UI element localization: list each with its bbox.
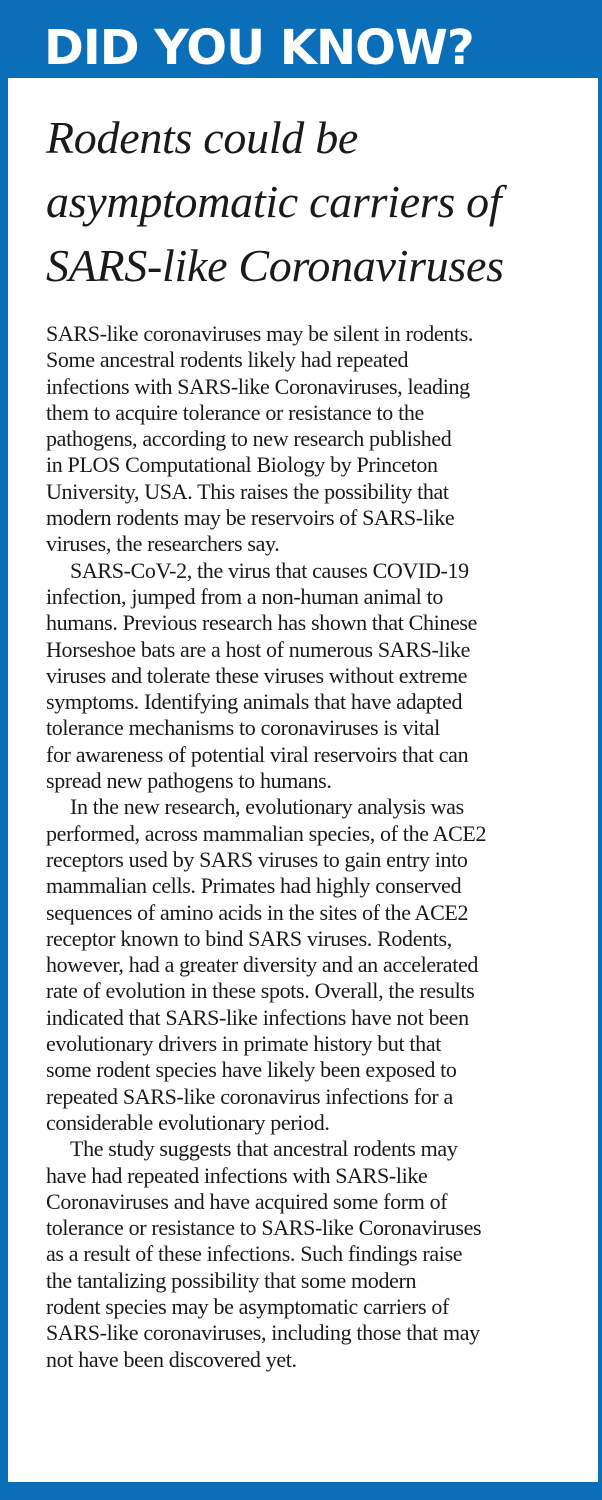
paragraph-line: symptoms. Identifying animals that have adapted (46, 689, 463, 715)
paragraph-line: in PLOS Computational Biology by Princeton (46, 452, 438, 478)
paragraph-line: for awareness of potential viral reservoirs that can (46, 741, 469, 767)
paragraph-line: modern rodents may be reservoirs of SARS-like (46, 505, 455, 531)
paragraph-line: performed, across mammalian species, of the ACE2 (46, 820, 487, 846)
paragraph-line: receptor known to bind SARS viruses. Rodents, (46, 925, 452, 951)
headline-line: SARS-like Coronaviruses (46, 240, 504, 291)
paragraph-line: mammalian cells. Primates had highly conserved (46, 873, 462, 899)
paragraph-intro (46, 321, 602, 558)
paragraph-line: viruses, the researchers say. (46, 531, 280, 557)
paragraph-line: pathogens, according to new research published (46, 426, 452, 452)
paragraph-line: University, USA. This raises the possibility that (46, 478, 449, 504)
header-band (8, 0, 598, 78)
paragraph-line: infection, jumped from a non-human animal to (46, 583, 443, 609)
paragraph-findings (46, 794, 602, 1136)
paragraph-line: considerable evolutionary period. (46, 1109, 330, 1135)
paragraph-line: rodent species may be asymptomatic carriers of (46, 1293, 449, 1319)
paragraph-background (46, 558, 602, 795)
paragraph-line: however, had a greater diversity and an accelerated (46, 952, 479, 978)
paragraph-line: spread new pathogens to humans. (46, 768, 332, 794)
paragraph-line: infections with SARS-like Coronaviruses, leading (46, 373, 470, 399)
panel-title: DID YOU KNOW? (44, 20, 474, 76)
paragraph-line: Some ancestral rodents likely had repeated (46, 347, 409, 373)
paragraph-conclusion (46, 1136, 602, 1373)
paragraph-line: SARS-like coronaviruses, including those that may (46, 1320, 480, 1346)
paragraph-line: Coronaviruses and have acquired some form of (46, 1188, 448, 1214)
paragraph-line: The study suggests that ancestral rodents may (70, 1136, 458, 1162)
paragraph-line: them to acquire tolerance or resistance to the (46, 399, 424, 425)
paragraph-line: tolerance or resistance to SARS-like Coronaviruses (46, 1215, 482, 1241)
paragraph-line: evolutionary drivers in primate history but that (46, 1031, 442, 1057)
headline-line: Rodents could be (46, 112, 359, 163)
article-body (46, 321, 602, 1373)
paragraph-line: In the new research, evolutionary analysis was (70, 794, 464, 820)
headline-line: asymptomatic carriers of (46, 176, 502, 227)
paragraph-line: rate of evolution in these spots. Overall, the results (46, 978, 475, 1004)
paragraph-line: have had repeated infections with SARS-like (46, 1162, 428, 1188)
paragraph-line: SARS-CoV-2, the virus that causes COVID-19 (70, 557, 469, 583)
paragraph-line: sequences of amino acids in the sites of the ACE2 (46, 899, 469, 925)
paragraph-line: viruses and tolerate these viruses without extreme (46, 662, 468, 688)
paragraph-line: as a result of these infections. Such findings raise (46, 1241, 463, 1267)
paragraph-line: not have been discovered yet. (46, 1346, 297, 1372)
paragraph-line: repeated SARS-like coronavirus infections for a (46, 1083, 453, 1109)
paragraph-line: the tantalizing possibility that some modern (46, 1267, 417, 1293)
paragraph-line: indicated that SARS-like infections have not been (46, 1004, 469, 1030)
article-headline (46, 106, 602, 298)
paragraph-line: tolerance mechanisms to coronaviruses is vital (46, 715, 440, 741)
paragraph-line: SARS-like coronaviruses may be silent in rodents. (46, 321, 474, 346)
paragraph-line: Horseshoe bats are a host of numerous SARS-like (46, 636, 471, 662)
paragraph-line: receptors used by SARS viruses to gain entry into (46, 846, 468, 872)
paragraph-line: some rodent species have likely been exposed to (46, 1057, 457, 1083)
paragraph-line: humans. Previous research has shown that Chinese (46, 610, 478, 636)
